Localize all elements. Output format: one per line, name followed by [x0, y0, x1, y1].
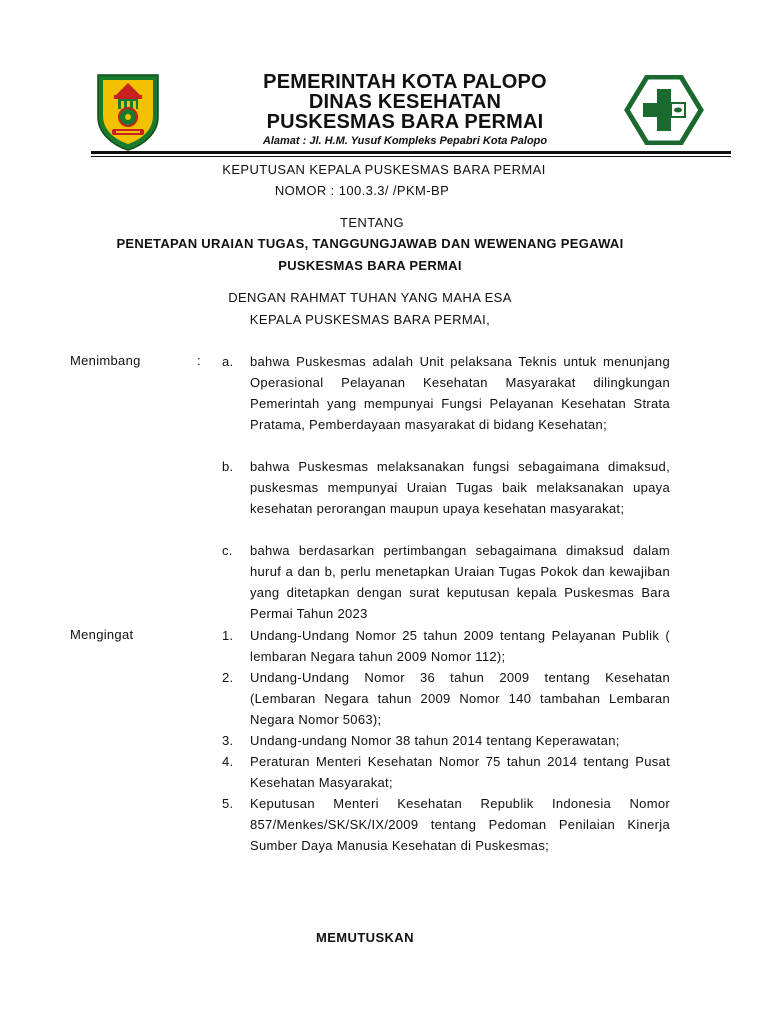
- letterhead-address: Alamat : Jl. H.M. Yusuf Kompleks Pepabri Kota Palopo: [262, 135, 548, 147]
- memutuskan-heading: MEMUTUSKAN: [316, 930, 414, 945]
- mengingat-item: [222, 667, 670, 730]
- item-marker: 3.: [222, 733, 234, 748]
- item-marker: 4.: [222, 754, 234, 769]
- letterhead-government: PEMERINTAH KOTA PALOPO: [263, 71, 547, 93]
- decree-about: TENTANG: [340, 215, 404, 230]
- menimbang-item: [222, 351, 670, 435]
- letterhead-department: DINAS KESEHATAN: [308, 91, 502, 113]
- letterhead: [200, 72, 610, 147]
- item-marker: 2.: [222, 670, 234, 685]
- item-text: Undang-Undang Nomor 36 tahun 2009 tentang Kesehatan (Lembaran Negara tahun 2009 Nomor 140 tambahan Lembaran Negara Nomor 5063);: [250, 670, 670, 727]
- decree-subject-line1: PENETAPAN URAIAN TUGAS, TANGGUNGJAWAB DAN WEWENANG PEGAWAI: [116, 236, 624, 251]
- letterhead-divider-thick: [91, 151, 731, 154]
- decree-blessing: DENGAN RAHMAT TUHAN YANG MAHA ESA: [228, 290, 512, 305]
- menimbang-item: [222, 540, 670, 624]
- item-marker: 1.: [222, 628, 234, 643]
- item-marker: c.: [222, 543, 233, 558]
- menimbang-label: Menimbang: [70, 353, 141, 368]
- decree-subject-line2: PUSKESMAS BARA PERMAI: [278, 258, 462, 273]
- letterhead-divider-thin: [91, 156, 731, 157]
- menimbang-colon: :: [197, 353, 201, 368]
- decree-number: NOMOR : 100.3.3/ /PKM-BP: [274, 183, 450, 198]
- item-marker: 5.: [222, 796, 234, 811]
- mengingat-label: Mengingat: [70, 627, 134, 642]
- mengingat-item: [222, 751, 670, 793]
- item-text: bahwa berdasarkan pertimbangan sebagaimana dimaksud dalam huruf a dan b, perlu menetapkan Uraian Tugas Pokok dan kewajiban yang ditetapkan dengan surat keputusan kepala Puskesmas Bara Permai Tahun 2023: [250, 543, 670, 621]
- item-text: Undang-undang Nomor 38 tahun 2014 tentang Keperawatan;: [250, 733, 620, 748]
- item-marker: a.: [222, 354, 234, 369]
- mengingat-item: [222, 793, 670, 856]
- letterhead-institution: PUSKESMAS BARA PERMAI: [266, 111, 544, 133]
- item-text: bahwa Puskesmas adalah Unit pelaksana Teknis untuk menunjang Operasional Pelayanan Kesehatan Masyarakat dilingkungan Pemerintah yang mempunyai Fungsi Pelayanan Kesehatan Strata Pratama, Pemberdayaan masyarakat di bidang Kesehatan;: [250, 354, 670, 432]
- mengingat-item: [222, 730, 670, 751]
- health-cross-emblem-icon: [624, 75, 704, 145]
- decree-title: KEPUTUSAN KEPALA PUSKESMAS BARA PERMAI: [222, 162, 546, 177]
- decree-head: KEPALA PUSKESMAS BARA PERMAI,: [249, 312, 491, 327]
- item-marker: b.: [222, 459, 234, 474]
- palopo-city-emblem-icon: [94, 73, 162, 151]
- item-text: bahwa Puskesmas melaksanakan fungsi sebagaimana dimaksud, puskesmas mempunyai Uraian Tugas baik melaksanakan upaya kesehatan perorangan maupun upaya kesehatan masyarakat;: [250, 459, 670, 516]
- mengingat-item: [222, 625, 670, 667]
- item-text: Peraturan Menteri Kesehatan Nomor 75 tahun 2014 tentang Pusat Kesehatan Masyarakat;: [250, 754, 670, 790]
- item-text: Undang-Undang Nomor 25 tahun 2009 tentang Pelayanan Publik ( lembaran Negara tahun 2009 Nomor 112);: [250, 628, 670, 664]
- menimbang-item: [222, 456, 670, 519]
- item-text: Keputusan Menteri Kesehatan Republik Indonesia Nomor 857/Menkes/SK/SK/IX/2009 tentang Pedoman Penilaian Kinerja Sumber Daya Manusia Kesehatan di Puskesmas;: [250, 796, 670, 853]
